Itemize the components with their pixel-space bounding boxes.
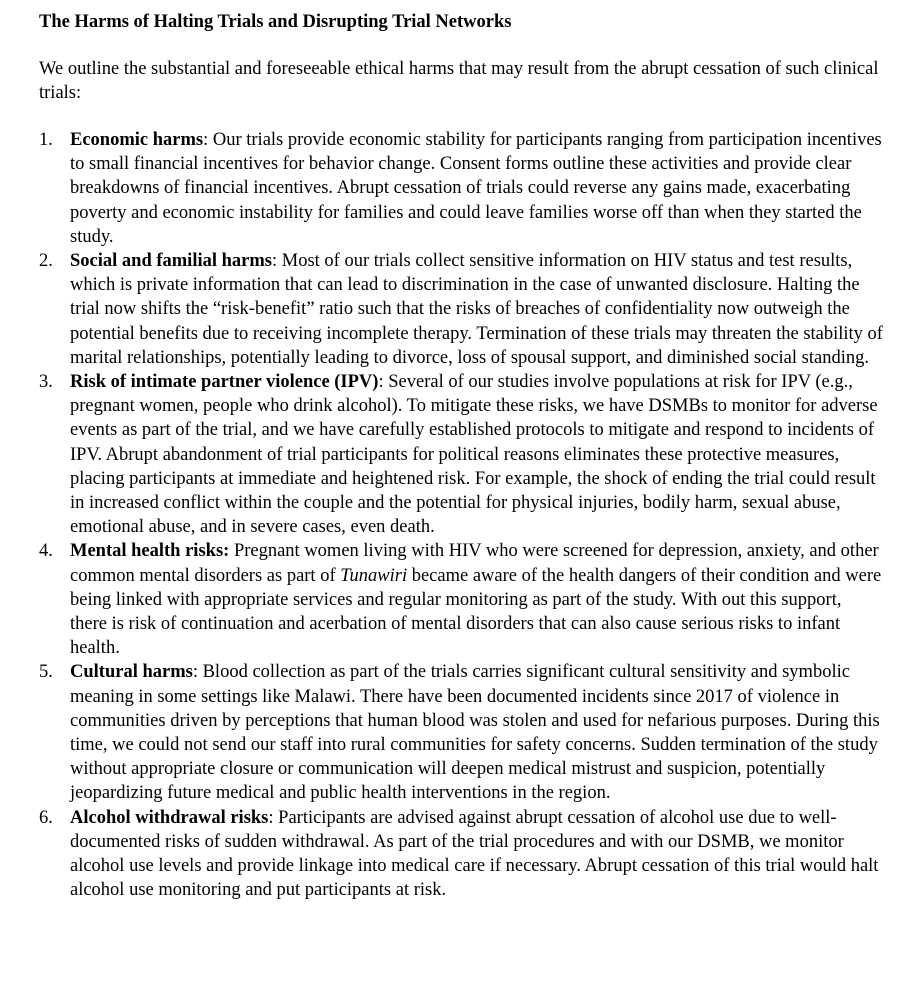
item-heading: Alcohol withdrawal risks (70, 807, 269, 828)
list-number: 3. (39, 372, 53, 393)
list-item-ipv-risk (39, 370, 883, 539)
item-body: Most of our trials collect sensitive information on HIV status and test results, which is private information that can lead to discrimination in the case of unwanted disclosure. Halting the trial now shifts the “risk-benefit” ratio such that the risks of breaches of confidentiality now outweigh the potential benefits due to receiving incomplete therapy. Termination of these trials may threaten the stability of marital relationships, potentially leading to divorce, loss of spousal support, and diminished social standing. (70, 251, 883, 368)
document-title: The Harms of Halting Trials and Disrupting Trial Networks (39, 12, 512, 32)
harms-list (39, 128, 883, 903)
list-number: 1. (39, 130, 53, 150)
item-heading: Mental health risks: (70, 541, 230, 562)
item-separator: : (203, 130, 209, 150)
item-separator: : (192, 662, 198, 683)
item-body: Participants are advised against abrupt cessation of alcohol use due to well-documented risks of sudden withdrawal. As part of the trial procedures and with our DSMB, we monitor alcohol use levels and provide linkage into medical care if necessary. Abrupt cessation of this trial would halt alcohol use monitoring and put participants at risk. (70, 807, 879, 901)
intro-paragraph: We outline the substantial and foreseeable ethical harms that may result from the abrupt cessation of such clinical trials: (39, 59, 879, 103)
item-heading: Social and familial harms (70, 251, 272, 272)
list-item-cultural-harms (39, 660, 883, 805)
item-heading: Cultural harms (70, 662, 193, 683)
list-number: 5. (39, 662, 53, 683)
item-heading: Economic harms (70, 130, 204, 150)
item-body-after: became aware of the health dangers of their condition and were being linked with appropriate services and regular monitoring as part of the study. With out this support, there is risk of continuation and acerbation of mental disorders that can also cause serious risks to infant health. (70, 565, 882, 659)
list-number: 4. (39, 541, 53, 562)
list-number: 6. (39, 807, 53, 828)
item-body-before: Pregnant women living with HIV who were screened for depression, anxiety, and other common mental disorders as part of (70, 541, 879, 586)
list-item-alcohol-withdrawal-risks (39, 806, 883, 903)
item-separator: : (271, 251, 278, 272)
item-separator: : (378, 372, 384, 393)
item-body: Blood collection as part of the trials carries significant cultural sensitivity and symbolic meaning in some settings like Malawi. There have been documented incidents since 2017 of violence in communities driven by perceptions that human blood was stolen and used for nefarious purposes. During this time, we could not send our staff into rural communities for safety concerns. Sudden termination of the study without appropriate closure or communication will deepen medical mistrust and suspicion, potentially jeopardizing future medical and public health interventions in the region. (70, 662, 880, 804)
list-item-social-familial-harms (39, 249, 883, 370)
study-name-italic: Tunawiri (340, 565, 408, 586)
list-number: 2. (39, 251, 53, 272)
item-heading: Risk of intimate partner violence (IPV) (70, 372, 379, 393)
list-item-mental-health-risks (39, 539, 883, 660)
list-item-economic-harms (39, 128, 883, 249)
item-body: Several of our studies involve populations at risk for IPV (e.g., pregnant women, people who drink alcohol). To mitigate these risks, we have DSMBs to monitor for adverse events as part of the trial, and we have carefully established protocols to mitigate and respond to incidents of IPV. Abrupt abandonment of trial participants for political reasons eliminates these protective measures, placing participants at immediate and heightened risk. For example, the shock of ending the trial could result in increased conflict within the couple and the potential for physical injuries, bodily harm, sexual abuse, emotional abuse, and in severe cases, even death. (70, 372, 878, 538)
item-body: Our trials provide economic stability for participants ranging from participation incentives to small financial incentives for behavior change. Consent forms outline these activities and provide clear breakdowns of financial incentives. Abrupt cessation of trials could reverse any gains made, exacerbating poverty and economic instability for families and could leave families worse off than when they started the study. (70, 130, 882, 247)
item-separator: : (268, 807, 274, 828)
